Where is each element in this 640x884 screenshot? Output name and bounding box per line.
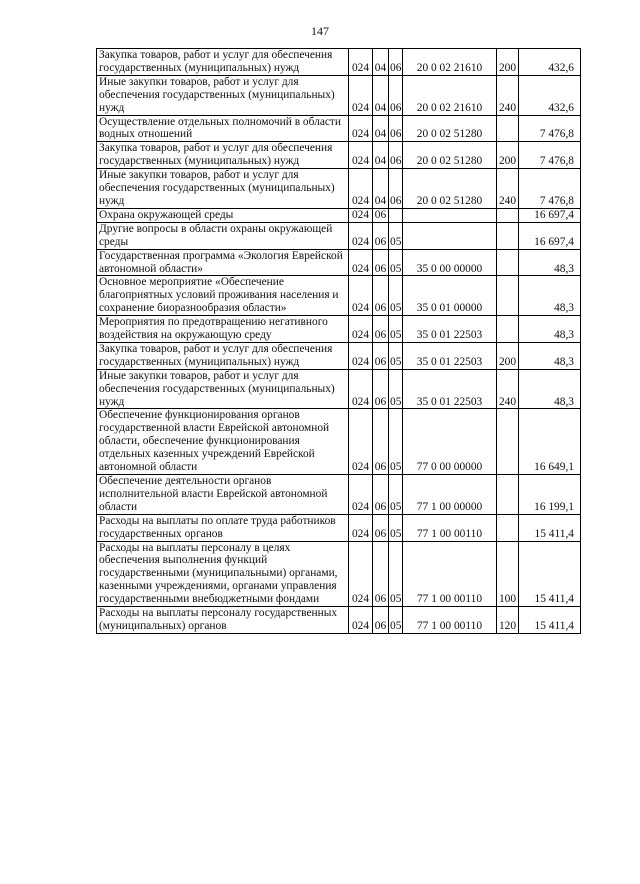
section-code-cell: 04 (373, 169, 389, 209)
row-name-cell: Расходы на выплаты по оплате труда работников государственных органов (97, 514, 349, 541)
row-name-cell: Государственная программа «Экология Еврейской автономной области» (97, 249, 349, 276)
section-code-cell: 04 (373, 115, 389, 142)
target-article-cell: 20 0 02 21610 (403, 75, 497, 115)
expense-type-cell: 200 (497, 342, 519, 369)
target-article-cell: 77 1 00 00110 (403, 514, 497, 541)
ministry-code-cell: 024 (349, 369, 373, 409)
subsection-code-cell: 05 (389, 276, 403, 316)
amount-cell: 48,3 (519, 276, 581, 316)
table-row (97, 369, 581, 409)
row-name-cell: Иные закупки товаров, работ и услуг для обеспечения государственных (муниципальных) нужд (97, 369, 349, 409)
target-article-cell: 35 0 01 22503 (403, 369, 497, 409)
subsection-code-cell: 06 (389, 169, 403, 209)
table-row (97, 409, 581, 475)
expense-type-cell: 240 (497, 169, 519, 209)
subsection-code-cell: 06 (389, 49, 403, 76)
target-article-cell: 35 0 01 00000 (403, 276, 497, 316)
ministry-code-cell: 024 (349, 115, 373, 142)
ministry-code-cell: 024 (349, 316, 373, 343)
target-article-cell: 20 0 02 51280 (403, 142, 497, 169)
ministry-code-cell: 024 (349, 49, 373, 76)
ministry-code-cell: 024 (349, 75, 373, 115)
row-name-cell: Иные закупки товаров, работ и услуг для обеспечения государственных (муниципальных) нужд (97, 169, 349, 209)
expense-type-cell: 240 (497, 75, 519, 115)
table-row (97, 222, 581, 249)
subsection-code-cell: 05 (389, 316, 403, 343)
section-code-cell: 04 (373, 75, 389, 115)
subsection-code-cell (389, 208, 403, 222)
subsection-code-cell: 05 (389, 342, 403, 369)
row-name-cell: Другие вопросы в области охраны окружающей среды (97, 222, 349, 249)
amount-cell: 7 476,8 (519, 142, 581, 169)
row-name-cell: Закупка товаров, работ и услуг для обеспечения государственных (муниципальных) нужд (97, 342, 349, 369)
expense-type-cell (497, 208, 519, 222)
page-number: 147 (311, 24, 329, 38)
section-code-cell: 06 (373, 342, 389, 369)
section-code-cell: 06 (373, 316, 389, 343)
table-row (97, 541, 581, 607)
row-name-cell: Расходы на выплаты персоналу в целях обеспечения выполнения функций государственными (муниципальными) органами, казенными учреждениями, органами управления государственными внебюджетными фондами (97, 541, 349, 607)
subsection-code-cell: 05 (389, 409, 403, 475)
target-article-cell: 35 0 01 22503 (403, 342, 497, 369)
row-name-cell: Закупка товаров, работ и услуг для обеспечения государственных (муниципальных) нужд (97, 142, 349, 169)
section-code-cell: 06 (373, 475, 389, 515)
expense-type-cell (497, 409, 519, 475)
row-name-cell: Обеспечение деятельности органов исполнительной власти Еврейской автономной области (97, 475, 349, 515)
expense-type-cell (497, 115, 519, 142)
row-name-cell: Расходы на выплаты персоналу государственных (муниципальных) органов (97, 607, 349, 634)
row-name-cell: Мероприятия по предотвращению негативного воздействия на окружающую среду (97, 316, 349, 343)
target-article-cell: 77 1 00 00110 (403, 607, 497, 634)
amount-cell: 48,3 (519, 316, 581, 343)
target-article-cell: 77 1 00 00000 (403, 475, 497, 515)
section-code-cell: 06 (373, 208, 389, 222)
expense-type-cell (497, 222, 519, 249)
amount-cell: 7 476,8 (519, 115, 581, 142)
section-code-cell: 04 (373, 49, 389, 76)
amount-cell: 7 476,8 (519, 169, 581, 209)
table-row (97, 249, 581, 276)
amount-cell: 16 697,4 (519, 208, 581, 222)
ministry-code-cell: 024 (349, 475, 373, 515)
ministry-code-cell: 024 (349, 514, 373, 541)
expense-type-cell: 200 (497, 142, 519, 169)
section-code-cell: 06 (373, 541, 389, 607)
expense-type-cell (497, 514, 519, 541)
amount-cell: 15 411,4 (519, 607, 581, 634)
subsection-code-cell: 05 (389, 475, 403, 515)
subsection-code-cell: 06 (389, 75, 403, 115)
section-code-cell: 06 (373, 409, 389, 475)
subsection-code-cell: 05 (389, 541, 403, 607)
subsection-code-cell: 05 (389, 369, 403, 409)
row-name-cell: Основное мероприятие «Обеспечение благоприятных условий проживания населения и сохранение биоразнообразия области» (97, 276, 349, 316)
table-row (97, 75, 581, 115)
table-row (97, 142, 581, 169)
ministry-code-cell: 024 (349, 276, 373, 316)
ministry-code-cell: 024 (349, 607, 373, 634)
ministry-code-cell: 024 (349, 208, 373, 222)
target-article-cell: 20 0 02 51280 (403, 115, 497, 142)
subsection-code-cell: 06 (389, 115, 403, 142)
ministry-code-cell: 024 (349, 342, 373, 369)
subsection-code-cell: 05 (389, 249, 403, 276)
row-name-cell: Обеспечение функционирования органов государственной власти Еврейской автономной области, обеспечение функционирования отдельных казенных учреждений Еврейской автономной области (97, 409, 349, 475)
amount-cell: 48,3 (519, 249, 581, 276)
amount-cell: 16 697,4 (519, 222, 581, 249)
table-row (97, 276, 581, 316)
ministry-code-cell: 024 (349, 142, 373, 169)
amount-cell: 15 411,4 (519, 541, 581, 607)
target-article-cell: 20 0 02 21610 (403, 49, 497, 76)
row-name-cell: Иные закупки товаров, работ и услуг для обеспечения государственных (муниципальных) нужд (97, 75, 349, 115)
subsection-code-cell: 06 (389, 142, 403, 169)
expense-type-cell: 200 (497, 49, 519, 76)
section-code-cell: 06 (373, 514, 389, 541)
amount-cell: 48,3 (519, 342, 581, 369)
table-row (97, 475, 581, 515)
ministry-code-cell: 024 (349, 541, 373, 607)
target-article-cell: 35 0 00 00000 (403, 249, 497, 276)
amount-cell: 432,6 (519, 49, 581, 76)
subsection-code-cell: 05 (389, 514, 403, 541)
target-article-cell (403, 208, 497, 222)
table-row (97, 514, 581, 541)
ministry-code-cell: 024 (349, 222, 373, 249)
target-article-cell: 77 0 00 00000 (403, 409, 497, 475)
expense-type-cell: 240 (497, 369, 519, 409)
table-row (97, 169, 581, 209)
row-name-cell: Осуществление отдельных полномочий в области водных отношений (97, 115, 349, 142)
expense-type-cell: 100 (497, 541, 519, 607)
expense-type-cell: 120 (497, 607, 519, 634)
section-code-cell: 06 (373, 369, 389, 409)
expense-type-cell (497, 316, 519, 343)
amount-cell: 432,6 (519, 75, 581, 115)
amount-cell: 15 411,4 (519, 514, 581, 541)
amount-cell: 16 199,1 (519, 475, 581, 515)
amount-cell: 48,3 (519, 369, 581, 409)
ministry-code-cell: 024 (349, 409, 373, 475)
target-article-cell: 35 0 01 22503 (403, 316, 497, 343)
table-row (97, 208, 581, 222)
expense-type-cell (497, 249, 519, 276)
subsection-code-cell: 05 (389, 607, 403, 634)
amount-cell: 16 649,1 (519, 409, 581, 475)
expense-type-cell (497, 475, 519, 515)
table-row (97, 316, 581, 343)
target-article-cell (403, 222, 497, 249)
budget-table (96, 48, 581, 634)
table-row (97, 115, 581, 142)
section-code-cell: 04 (373, 142, 389, 169)
section-code-cell: 06 (373, 249, 389, 276)
target-article-cell: 20 0 02 51280 (403, 169, 497, 209)
section-code-cell: 06 (373, 222, 389, 249)
table-row (97, 49, 581, 76)
expense-type-cell (497, 276, 519, 316)
ministry-code-cell: 024 (349, 169, 373, 209)
section-code-cell: 06 (373, 276, 389, 316)
section-code-cell: 06 (373, 607, 389, 634)
ministry-code-cell: 024 (349, 249, 373, 276)
row-name-cell: Закупка товаров, работ и услуг для обеспечения государственных (муниципальных) нужд (97, 49, 349, 76)
table-row (97, 607, 581, 634)
row-name-cell: Охрана окружающей среды (97, 208, 349, 222)
target-article-cell: 77 1 00 00110 (403, 541, 497, 607)
subsection-code-cell: 05 (389, 222, 403, 249)
table-row (97, 342, 581, 369)
